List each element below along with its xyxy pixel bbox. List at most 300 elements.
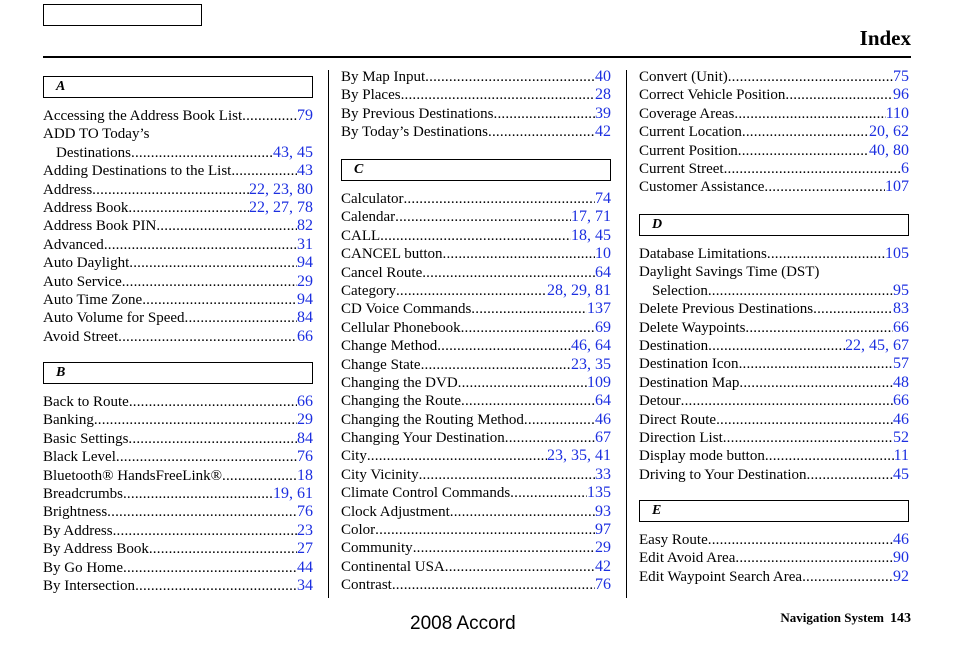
index-entry bbox=[341, 503, 611, 521]
index-entry bbox=[341, 208, 611, 226]
page-reference-link[interactable]: 46 bbox=[893, 531, 909, 548]
page-reference-link[interactable]: 69 bbox=[595, 318, 611, 336]
index-term: Auto Volume for Speed bbox=[43, 310, 185, 327]
dot-leader bbox=[128, 430, 297, 448]
page-reference-link[interactable]: 66 bbox=[297, 327, 313, 345]
page-reference-link[interactable]: 95 bbox=[893, 281, 909, 299]
dot-leader bbox=[128, 199, 249, 217]
index-entry bbox=[341, 466, 611, 484]
index-term: By Places bbox=[341, 87, 401, 104]
dot-leader bbox=[708, 337, 845, 355]
index-entry bbox=[639, 568, 909, 586]
index-term: Community bbox=[341, 540, 413, 557]
title-rule bbox=[43, 56, 911, 58]
page-reference-link[interactable]: 40 bbox=[595, 68, 611, 85]
page-reference-link[interactable]: 28 bbox=[595, 86, 611, 104]
index-section-c-cont bbox=[639, 68, 909, 197]
index-term: Changing the Routing Method bbox=[341, 411, 524, 428]
dot-leader bbox=[156, 217, 297, 235]
index-term: Avoid Street bbox=[43, 328, 119, 345]
index-entry bbox=[43, 125, 313, 143]
index-entry bbox=[639, 245, 909, 263]
page-reference-link[interactable]: 94 bbox=[297, 290, 313, 308]
index-entry bbox=[43, 309, 313, 327]
index-term: By Today’s Destinations bbox=[341, 124, 489, 141]
dot-leader bbox=[802, 568, 893, 586]
index-entry bbox=[341, 411, 611, 429]
index-entry bbox=[639, 429, 909, 447]
dot-leader bbox=[413, 539, 595, 557]
index-entry bbox=[341, 319, 611, 337]
index-entry bbox=[639, 300, 909, 318]
page-reference-link[interactable]: 40, 80 bbox=[869, 141, 909, 159]
index-term: Bluetooth® HandsFreeLink® bbox=[43, 467, 223, 484]
dot-leader bbox=[421, 356, 571, 374]
index-entry bbox=[639, 447, 909, 465]
page-reference-link[interactable]: 110 bbox=[885, 104, 909, 122]
dot-leader bbox=[813, 300, 893, 318]
page-reference-link[interactable]: 17, 71 bbox=[571, 208, 611, 226]
page-reference-link[interactable]: 64 bbox=[595, 392, 611, 410]
dot-leader bbox=[131, 144, 273, 162]
index-entry bbox=[639, 178, 909, 196]
page-reference-link[interactable]: 18, 45 bbox=[571, 226, 611, 244]
dot-leader bbox=[765, 447, 894, 465]
page-reference-link[interactable]: 79 bbox=[297, 107, 313, 124]
dot-leader bbox=[450, 503, 595, 521]
dot-leader bbox=[524, 411, 595, 429]
index-section-b-cont bbox=[341, 68, 611, 142]
index-entry bbox=[43, 217, 313, 235]
index-entry bbox=[639, 282, 909, 300]
index-entry bbox=[341, 356, 611, 374]
index-term: Auto Daylight bbox=[43, 255, 130, 272]
index-term: Cancel Route bbox=[341, 264, 423, 281]
page-reference-link[interactable]: 84 bbox=[297, 429, 313, 447]
index-term: Climate Control Commands bbox=[341, 485, 511, 502]
index-entry bbox=[43, 503, 313, 521]
page-reference-link[interactable]: 107 bbox=[885, 178, 909, 196]
dot-leader bbox=[123, 485, 273, 503]
page-reference-link[interactable]: 93 bbox=[595, 502, 611, 520]
index-term: Detour bbox=[639, 393, 681, 410]
index-entry bbox=[43, 559, 313, 577]
index-entry bbox=[43, 199, 313, 217]
index-term: Destination Map bbox=[639, 374, 740, 391]
index-entry bbox=[341, 123, 611, 141]
index-term: Accessing the Address Book List bbox=[43, 108, 243, 124]
index-entry bbox=[43, 467, 313, 485]
index-term: By Address Book bbox=[43, 541, 149, 558]
page-reference-link[interactable]: 29 bbox=[595, 539, 611, 557]
index-term: Basic Settings bbox=[43, 430, 129, 447]
index-entry bbox=[341, 374, 611, 392]
dot-leader bbox=[708, 531, 893, 549]
index-term: Contrast bbox=[341, 577, 392, 594]
index-entry bbox=[43, 393, 313, 411]
dot-leader bbox=[242, 107, 297, 125]
index-term: Changing the Route bbox=[341, 393, 461, 410]
dot-leader bbox=[461, 319, 595, 337]
footer-model-name: 2008 Accord bbox=[410, 613, 516, 634]
index-term: Display mode button bbox=[639, 448, 765, 465]
index-term: Selection bbox=[652, 282, 708, 299]
index-entry bbox=[43, 273, 313, 291]
index-entry bbox=[43, 181, 313, 199]
page-reference-link[interactable]: 46 bbox=[893, 410, 909, 428]
page-reference-link[interactable]: 66 bbox=[893, 392, 909, 410]
page-reference-link[interactable]: 83 bbox=[893, 300, 909, 318]
index-entry bbox=[639, 86, 909, 104]
dot-leader bbox=[505, 429, 595, 447]
page-reference-link[interactable]: 66 bbox=[297, 393, 313, 410]
dot-leader bbox=[118, 328, 297, 346]
page-reference-link[interactable]: 46, 64 bbox=[571, 337, 611, 355]
index-term: Correct Vehicle Position bbox=[639, 87, 786, 104]
index-entry bbox=[639, 355, 909, 373]
index-term: CANCEL button bbox=[341, 246, 443, 263]
page-reference-link[interactable]: 137 bbox=[587, 300, 611, 318]
dot-leader bbox=[458, 374, 587, 392]
index-term: Auto Service bbox=[43, 273, 122, 290]
index-term: Breadcrumbs bbox=[43, 485, 123, 502]
page-reference-link[interactable]: 97 bbox=[595, 521, 611, 539]
dot-leader bbox=[367, 447, 547, 465]
dot-leader bbox=[716, 411, 893, 429]
page-reference-link[interactable]: 23, 35, 41 bbox=[547, 447, 611, 465]
page-reference-link[interactable]: 44 bbox=[297, 558, 313, 576]
page-reference-link[interactable]: 76 bbox=[595, 576, 611, 594]
index-entry bbox=[639, 549, 909, 567]
page-reference-link[interactable]: 22, 27, 78 bbox=[249, 198, 313, 216]
index-entry bbox=[43, 328, 313, 346]
dot-leader bbox=[185, 309, 297, 327]
dot-leader bbox=[94, 411, 297, 429]
index-term: By Address bbox=[43, 522, 113, 539]
index-entry bbox=[341, 86, 611, 104]
index-entry bbox=[43, 540, 313, 558]
section-letter-heading: D bbox=[639, 214, 909, 236]
index-entry bbox=[341, 521, 611, 539]
index-term: Delete Waypoints bbox=[639, 319, 746, 336]
page-reference-link[interactable]: 39 bbox=[595, 104, 611, 122]
index-entry bbox=[341, 227, 611, 245]
index-entry bbox=[341, 392, 611, 410]
index-term: Current Street bbox=[639, 160, 724, 177]
index-entry bbox=[639, 105, 909, 123]
dot-leader bbox=[735, 549, 893, 567]
page-title: Index bbox=[859, 26, 911, 50]
dot-leader bbox=[734, 105, 885, 123]
index-term: Direction List bbox=[639, 429, 723, 446]
index-entry bbox=[341, 264, 611, 282]
index-entry bbox=[43, 485, 313, 503]
page-reference-link[interactable]: 22, 23, 80 bbox=[249, 180, 313, 198]
index-entry bbox=[43, 162, 313, 180]
index-term: Back to Route bbox=[43, 394, 129, 410]
index-term: City Vicinity bbox=[341, 466, 419, 483]
index-entry bbox=[43, 577, 313, 595]
dot-leader bbox=[403, 190, 595, 208]
page-reference-link[interactable]: 67 bbox=[595, 429, 611, 447]
section-letter-heading: C bbox=[341, 159, 611, 181]
index-entry bbox=[341, 105, 611, 123]
dot-leader bbox=[419, 466, 595, 484]
dot-leader bbox=[767, 245, 885, 263]
column-divider bbox=[328, 70, 329, 598]
index-entry bbox=[43, 144, 313, 162]
dot-leader bbox=[129, 393, 297, 411]
index-term: Clock Adjustment bbox=[341, 503, 450, 520]
column-divider bbox=[626, 70, 627, 598]
index-term: CALL bbox=[341, 227, 381, 244]
index-entry bbox=[639, 466, 909, 484]
dot-leader bbox=[443, 245, 595, 263]
page-reference-link[interactable]: 46 bbox=[595, 410, 611, 428]
dot-leader bbox=[422, 264, 595, 282]
index-term: By Previous Destinations bbox=[341, 105, 494, 122]
index-entry bbox=[341, 429, 611, 447]
page-reference-link[interactable]: 42 bbox=[595, 123, 611, 141]
page-reference-link[interactable]: 94 bbox=[297, 254, 313, 272]
page-reference-link[interactable]: 64 bbox=[595, 263, 611, 281]
page-reference-link[interactable]: 135 bbox=[587, 484, 611, 502]
index-term: Auto Time Zone bbox=[43, 291, 143, 308]
page-reference-link[interactable]: 10 bbox=[595, 245, 611, 263]
dot-leader bbox=[149, 540, 297, 558]
dot-leader bbox=[510, 484, 587, 502]
dot-leader bbox=[123, 559, 297, 577]
index-section-c bbox=[341, 159, 611, 595]
dot-leader bbox=[122, 273, 297, 291]
dot-leader bbox=[113, 522, 297, 540]
dot-leader bbox=[785, 86, 893, 104]
index-entry bbox=[639, 142, 909, 160]
header-tab-box bbox=[43, 4, 202, 26]
dot-leader bbox=[728, 68, 893, 86]
dot-leader bbox=[742, 123, 869, 141]
index-entry bbox=[341, 282, 611, 300]
index-term: Daylight Savings Time (DST) bbox=[639, 264, 820, 281]
dot-leader bbox=[116, 448, 297, 466]
page-reference-link[interactable]: 45 bbox=[893, 465, 909, 483]
index-term: Calculator bbox=[341, 191, 404, 207]
dot-leader bbox=[92, 181, 249, 199]
index-term: Changing Your Destination bbox=[341, 430, 505, 447]
section-letter-heading: E bbox=[639, 500, 909, 522]
index-entry bbox=[43, 291, 313, 309]
page-reference-link[interactable]: 75 bbox=[893, 68, 909, 85]
index-term: Driving to Your Destination bbox=[639, 466, 807, 483]
dot-leader bbox=[396, 282, 547, 300]
dot-leader bbox=[142, 291, 297, 309]
index-term: Changing the DVD bbox=[341, 374, 458, 391]
dot-leader bbox=[745, 319, 893, 337]
index-term: By Map Input bbox=[341, 69, 426, 85]
page-reference-link[interactable]: 74 bbox=[595, 190, 611, 207]
dot-leader bbox=[471, 300, 587, 318]
index-entry bbox=[43, 254, 313, 272]
index-term: Delete Previous Destinations bbox=[639, 301, 814, 318]
index-term: Change State bbox=[341, 356, 421, 373]
index-entry bbox=[341, 245, 611, 263]
index-entry bbox=[341, 576, 611, 594]
dot-leader bbox=[739, 374, 893, 392]
page-number: 143 bbox=[890, 611, 911, 626]
dot-leader bbox=[445, 558, 595, 576]
index-entry bbox=[43, 448, 313, 466]
dot-leader bbox=[488, 123, 595, 141]
page-reference-link[interactable]: 43 bbox=[297, 162, 313, 180]
page-reference-link[interactable]: 109 bbox=[587, 373, 611, 391]
page-reference-link[interactable]: 19, 61 bbox=[273, 484, 313, 502]
index-entry bbox=[639, 160, 909, 178]
page-reference-link[interactable]: 34 bbox=[297, 576, 313, 594]
dot-leader bbox=[437, 337, 571, 355]
page-reference-link[interactable]: 22, 45, 67 bbox=[845, 336, 909, 354]
dot-leader bbox=[425, 68, 595, 86]
index-term: Advanced bbox=[43, 236, 104, 253]
page-reference-link[interactable]: 23 bbox=[297, 521, 313, 539]
page-reference-link[interactable]: 48 bbox=[893, 373, 909, 391]
index-entry bbox=[43, 522, 313, 540]
dot-leader bbox=[135, 577, 297, 595]
page-reference-link[interactable]: 90 bbox=[893, 549, 909, 567]
footer-section-label bbox=[780, 610, 911, 627]
section-letter-heading: A bbox=[43, 76, 313, 98]
dot-leader bbox=[375, 521, 595, 539]
index-term: Convert (Unit) bbox=[639, 69, 728, 85]
index-entry bbox=[341, 190, 611, 208]
page-reference-link[interactable]: 31 bbox=[297, 235, 313, 253]
page-reference-link[interactable]: 76 bbox=[297, 448, 313, 466]
index-entry bbox=[341, 447, 611, 465]
index-term: Banking bbox=[43, 412, 94, 429]
index-entry bbox=[639, 123, 909, 141]
index-entry bbox=[639, 263, 909, 281]
index-term: Edit Waypoint Search Area bbox=[639, 568, 803, 585]
dot-leader bbox=[494, 105, 596, 123]
index-term: Easy Route bbox=[639, 532, 708, 548]
index-term: Customer Assistance bbox=[639, 179, 765, 196]
index-term: Cellular Phonebook bbox=[341, 319, 461, 336]
index-term: Address Book bbox=[43, 199, 129, 216]
dot-leader bbox=[738, 142, 869, 160]
dot-leader bbox=[231, 162, 297, 180]
index-entry bbox=[341, 558, 611, 576]
index-entry bbox=[341, 300, 611, 318]
index-entry bbox=[639, 68, 909, 86]
index-entry bbox=[639, 319, 909, 337]
page-reference-link[interactable]: 76 bbox=[297, 503, 313, 521]
index-term: ADD TO Today’s bbox=[43, 126, 150, 143]
footer-section-name: Navigation System bbox=[780, 610, 884, 625]
index-term: Black Level bbox=[43, 449, 116, 466]
index-entry bbox=[43, 107, 313, 125]
index-term: Edit Avoid Area bbox=[639, 550, 736, 567]
index-term: Destination Icon bbox=[639, 356, 739, 373]
page-reference-link[interactable]: 11 bbox=[893, 447, 909, 465]
dot-leader bbox=[104, 236, 297, 254]
index-term: Database Limitations bbox=[639, 246, 767, 262]
page-reference-link[interactable]: 20, 62 bbox=[869, 123, 909, 141]
page-reference-link[interactable]: 27 bbox=[297, 540, 313, 558]
index-term: Brightness bbox=[43, 504, 108, 521]
index-term: Destinations bbox=[56, 144, 131, 161]
dot-leader bbox=[723, 429, 893, 447]
index-entry bbox=[341, 539, 611, 557]
dot-leader bbox=[107, 503, 297, 521]
dot-leader bbox=[764, 178, 885, 196]
page-reference-link[interactable]: 29 bbox=[297, 272, 313, 290]
page-reference-link[interactable]: 28, 29, 81 bbox=[547, 281, 611, 299]
page-reference-link[interactable]: 43, 45 bbox=[273, 143, 313, 161]
index-term: Address bbox=[43, 181, 93, 198]
index-term: By Go Home bbox=[43, 559, 123, 576]
dot-leader bbox=[724, 160, 901, 178]
dot-leader bbox=[222, 467, 297, 485]
index-term: Direct Route bbox=[639, 411, 717, 428]
index-term: Calendar bbox=[341, 209, 396, 226]
page-reference-link[interactable]: 92 bbox=[893, 567, 909, 585]
dot-leader bbox=[401, 86, 595, 104]
index-term: Color bbox=[341, 522, 376, 539]
index-entry bbox=[639, 411, 909, 429]
page-reference-link[interactable]: 96 bbox=[893, 86, 909, 104]
index-term: Adding Destinations to the List bbox=[43, 163, 232, 180]
dot-leader bbox=[708, 282, 893, 300]
index-entry bbox=[341, 68, 611, 86]
page-reference-link[interactable]: 84 bbox=[297, 309, 313, 327]
page-reference-link[interactable]: 66 bbox=[893, 318, 909, 336]
dot-leader bbox=[681, 392, 893, 410]
index-entry bbox=[639, 374, 909, 392]
dot-leader bbox=[392, 576, 595, 594]
index-term: Coverage Areas bbox=[639, 105, 735, 122]
index-entry bbox=[43, 236, 313, 254]
index-entry bbox=[341, 337, 611, 355]
index-term: Category bbox=[341, 282, 396, 299]
dot-leader bbox=[395, 208, 571, 226]
page-reference-link[interactable]: 82 bbox=[297, 217, 313, 235]
dot-leader bbox=[380, 227, 571, 245]
dot-leader bbox=[461, 392, 595, 410]
index-section-d bbox=[639, 214, 909, 484]
page-reference-link[interactable]: 42 bbox=[595, 557, 611, 575]
index-term: City bbox=[341, 448, 367, 465]
page-reference-link[interactable]: 18 bbox=[297, 466, 313, 484]
index-term: Change Method bbox=[341, 338, 438, 355]
page-reference-link[interactable]: 29 bbox=[297, 411, 313, 429]
index-term: By Intersection bbox=[43, 577, 136, 594]
index-entry bbox=[43, 430, 313, 448]
dot-leader bbox=[739, 355, 893, 373]
index-term: Address Book PIN bbox=[43, 218, 157, 235]
page-reference-link[interactable]: 23, 35 bbox=[571, 355, 611, 373]
page-reference-link[interactable]: 52 bbox=[893, 428, 909, 446]
index-term: Continental USA bbox=[341, 558, 445, 575]
index-entry bbox=[639, 392, 909, 410]
index-entry bbox=[639, 531, 909, 549]
index-entry bbox=[43, 411, 313, 429]
index-section-e bbox=[639, 500, 909, 586]
page-reference-link[interactable]: 6 bbox=[901, 159, 909, 177]
dot-leader bbox=[807, 466, 893, 484]
index-section-a bbox=[43, 76, 313, 346]
page-reference-link[interactable]: 105 bbox=[885, 245, 909, 262]
page-reference-link[interactable]: 33 bbox=[595, 465, 611, 483]
page-reference-link[interactable]: 57 bbox=[893, 355, 909, 373]
